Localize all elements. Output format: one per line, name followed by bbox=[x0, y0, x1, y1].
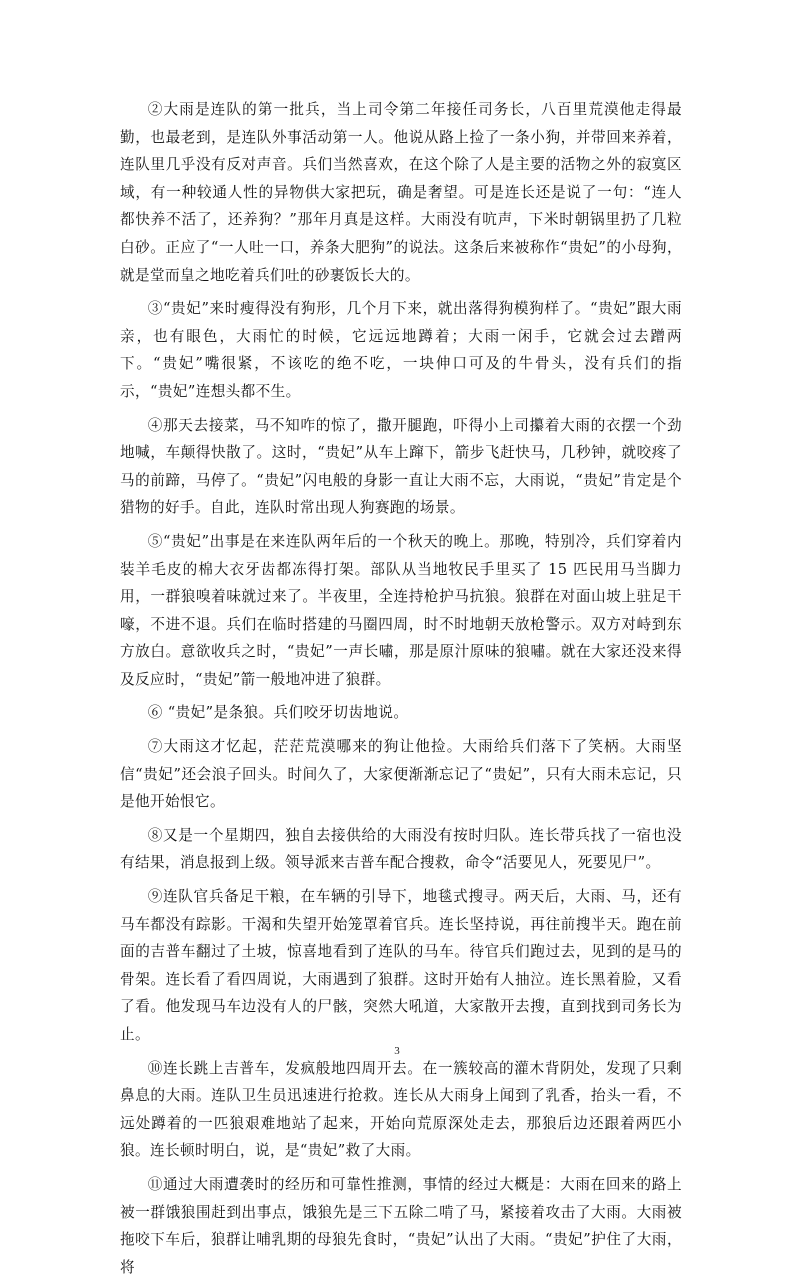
paragraph-10: ⑩连长跳上吉普车，发疯般地四周开去。在一簇较高的灌木背阴处，发现了只剩鼻息的大雨。连队卫生员迅速进行抢救。连长从大雨身上闻到了乳香，抬头一看，不远处蹲着的一匹狼艰难地站了起来，开始向荒原深处走去，那狼后边还跟着两匹小狼。连长顿时明白，说，是“贵妃”救了大雨。 bbox=[120, 1059, 682, 1160]
paragraph-5: ⑤“贵妃”出事是在来连队两年后的一个秋天的晚上。那晚，特别冷，兵们穿着内装羊毛皮的棉大衣牙齿都冻得打架。部队从当地牧民手里买了 15 匹民用马当脚力用，一群狼嗅着味就过来了。半夜里，全连持枪护马抗狼。狼群在对面山坡上驻足干嚎，不进不退。兵们在临时搭建的马圈四周，时不时地朝天放枪警示。双方对峙到东方放白。意欲收兵之时，“贵妃”一声长嘯，那是原汁原味的狼嘯。就在大家还没来得及反应时，“贵妃”箭一般地冲进了狼群。 bbox=[120, 532, 682, 688]
paragraph-3: ③“贵妃”来时瘦得没有狗形，几个月下来，就出落得狗模狗样了。“贵妃”跟大雨亲，也有眼色，大雨忙的时候，它远远地蹲着；大雨一闲手，它就会过去蹭两下。“贵妃”嘴很紧，不该吃的绝不吃，一块伸口可及的牛骨头，没有兵们的指示，“贵妃”连想头都不生。 bbox=[120, 300, 682, 400]
paragraph-4: ④那天去接菜，马不知咋的惊了，撒开腿跑，吓得小上司攥着大雨的衣摆一个劲地喊，车颠得快散了。这时，“贵妃”从车上蹿下，箭步飞赶快马，几秒钟，就咬疼了马的前蹄，马停了。“贵妃”闪电般的身影一直让大雨不忘，大雨说，“贵妃”肯定是个猎物的好手。自此，连队时常出现人狗赛跑的场景。 bbox=[120, 416, 682, 517]
paragraph-11: ⑪通过大雨遭袭时的经历和可靠性推测，事情的经过大概是：大雨在回来的路上被一群饿狼围赶到出事点，饿狼先是三下五除二啃了马，紧接着攻击了大雨。大雨被拖咬下车后，狼群让哺乳期的母狼先食时，“贵妃”认出了大雨。“贵妃”护住了大雨，将 bbox=[120, 1175, 682, 1276]
paragraph-7: ⑦大雨这才忆起，茫茫荒漠哪来的狗让他捡。大雨给兵们落下了笑柄。大雨坚信“贵妃”还会浪子回头。时间久了，大家便渐渐忘记了“贵妃”，只有大雨未忘记，只是他开始恨它。 bbox=[120, 738, 682, 811]
paragraph-6: ⑥ “贵妃”是条狼。兵们咬牙切齿地说。 bbox=[147, 704, 409, 722]
paragraph-2: ②大雨是连队的第一批兵，当上司令第二年接任司务长，八百里荒漠他走得最勤，也最老到，是连队外事活动第一人。他说从路上捡了一条小狗，并带回来养着，连队里几乎没有反对声音。兵们当然喜欢，在这个除了人是主要的活物之外的寂寞区域，有一种较通人性的异物供大家把玩，确是奢望。可是连长还是说了一句：“连人都快养不活了，还养狗？”那年月真是这样。大雨没有吭声，下米时朝锅里扔了几粒白砂。正应了“一人吐一口，养条大肥狗”的说法。这条后来被称作“贵妃”的小母狗，就是堂而皇之地吃着兵们吐的砂裹饭长大的。 bbox=[120, 101, 682, 284]
document-body bbox=[120, 96, 682, 1287]
page-number: 3 bbox=[394, 1045, 400, 1057]
paragraph-8: ⑧又是一个星期四，独自去接供给的大雨没有按时归队。连长带兵找了一宿也没有结果，消息报到上级。领导派来吉普车配合搜救，命令“活要见人，死要见尸”。 bbox=[120, 826, 682, 872]
paragraph-9: ⑨连队官兵备足干粮，在车辆的引导下，地毯式搜寻。两天后，大雨、马，还有马车都没有踪影。干渴和失望开始笼罩着官兵。连长坚持说，再往前搜半天。跑在前面的吉普车翻过了土坡，惊喜地看到了连队的马车。待官兵们跑过去，见到的是马的骨架。连长看了看四周说，大雨遇到了狼群。这时开始有人抽泣。连长黑着脸，又看了看。他发现马车边没有人的尸骸，突然大吼道，大家散开去搜，直到找到司务长为止。 bbox=[120, 888, 682, 1043]
